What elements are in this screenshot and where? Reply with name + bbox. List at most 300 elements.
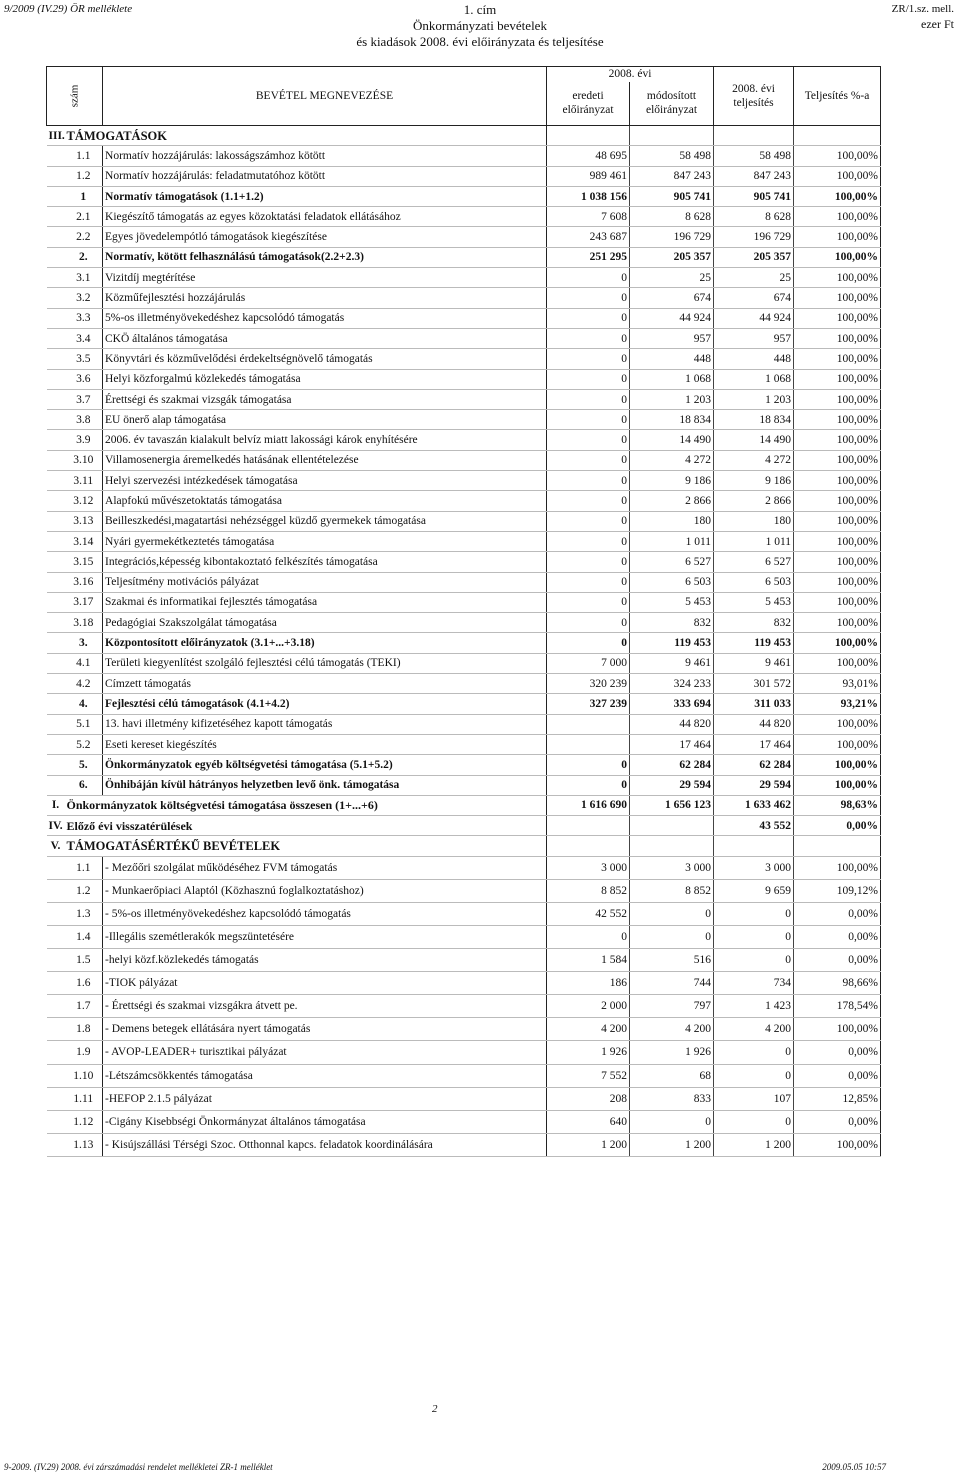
- table-row: [47, 369, 881, 389]
- table-row: [47, 1041, 881, 1064]
- row-name: -helyi közf.közlekedés támogatás: [103, 949, 547, 972]
- value-cell-1: 8 852: [547, 879, 630, 902]
- table-header-row: [47, 67, 881, 82]
- col-head-mod-line-1: módosított: [646, 90, 697, 103]
- value-cell-3: 0: [714, 1064, 794, 1087]
- value-cell-2: 1 200: [630, 1133, 714, 1156]
- col-head-year: 2008. évi: [547, 67, 714, 82]
- value-cell-4: 98,66%: [794, 972, 881, 995]
- row-name: -TIOK pályázat: [103, 972, 547, 995]
- row-name: CKÖ általános támogatása: [103, 328, 547, 348]
- value-cell-3: 1 200: [714, 1133, 794, 1156]
- value-cell-4: 100,00%: [794, 491, 881, 511]
- value-cell-1: 0: [547, 572, 630, 592]
- value-cell-2: 4 272: [630, 450, 714, 470]
- row-number: 1.5: [65, 949, 103, 972]
- section-number: [47, 308, 65, 328]
- table-row: [47, 694, 881, 714]
- value-cell-1: [547, 734, 630, 754]
- row-number: 4.2: [65, 674, 103, 694]
- section-number: [47, 902, 65, 925]
- table-row: [47, 1110, 881, 1133]
- value-cell-4: 0,00%: [794, 1110, 881, 1133]
- value-cell-2: 9 186: [630, 471, 714, 491]
- table-row: [47, 856, 881, 879]
- value-cell-2: 17 464: [630, 734, 714, 754]
- value-cell-2: 674: [630, 288, 714, 308]
- footer-left: 9-2009. (IV.29) 2008. évi zárszámadási rendelet mellékletei ZR-1 melléklet: [4, 1462, 273, 1472]
- value-cell-3: 2 866: [714, 491, 794, 511]
- row-number: 3.16: [65, 572, 103, 592]
- value-cell-2: 324 233: [630, 674, 714, 694]
- header-unit: ezer Ft: [921, 17, 954, 31]
- table-row: [47, 552, 881, 572]
- value-cell-4: 0,00%: [794, 949, 881, 972]
- value-cell-1: 4 200: [547, 1018, 630, 1041]
- value-cell-1: 1 584: [547, 949, 630, 972]
- value-cell-1: 0: [547, 491, 630, 511]
- row-number: 1.3: [65, 902, 103, 925]
- value-cell-1: 0: [547, 369, 630, 389]
- value-cell-3: 196 729: [714, 227, 794, 247]
- table-row: [47, 674, 881, 694]
- row-number: 1.2: [65, 879, 103, 902]
- value-cell-2: 797: [630, 995, 714, 1018]
- section-number: [47, 511, 65, 531]
- value-cell-1: 0: [547, 925, 630, 948]
- row-name: - AVOP-LEADER+ turisztikai pályázat: [103, 1041, 547, 1064]
- row-number: 3.15: [65, 552, 103, 572]
- value-cell-3: 4 272: [714, 450, 794, 470]
- value-cell-1: 1 200: [547, 1133, 630, 1156]
- row-number: 3.12: [65, 491, 103, 511]
- section-number: [47, 734, 65, 754]
- table-row: [47, 247, 881, 267]
- row-name: Vizitdíj megtérítése: [103, 268, 547, 288]
- value-cell-3: 5 453: [714, 592, 794, 612]
- row-name: Előző évi visszatérülések: [65, 816, 547, 836]
- row-name: Kiegészítő támogatás az egyes közoktatási feladatok ellátásához: [103, 207, 547, 227]
- section-number: [47, 430, 65, 450]
- value-cell-1: 2 000: [547, 995, 630, 1018]
- value-cell-3: 3 000: [714, 856, 794, 879]
- row-name: Villamosenergia áremelkedés hatásának ellentételezése: [103, 450, 547, 470]
- row-number: 1.6: [65, 972, 103, 995]
- value-cell-2: 58 498: [630, 146, 714, 166]
- row-number: 3.3: [65, 308, 103, 328]
- row-number: 3.18: [65, 613, 103, 633]
- row-name: -Illegális szemétlerakók megszüntetésére: [103, 925, 547, 948]
- footer-timestamp: 2009.05.05 10:57: [822, 1462, 886, 1472]
- value-cell-4: 100,00%: [794, 755, 881, 775]
- value-cell-4: 100,00%: [794, 166, 881, 186]
- section-number: [47, 1041, 65, 1064]
- value-cell-2: [630, 816, 714, 836]
- value-cell-4: 100,00%: [794, 511, 881, 531]
- value-cell-1: 640: [547, 1110, 630, 1133]
- table-row: [47, 166, 881, 186]
- section-number: [47, 369, 65, 389]
- table-row: [47, 902, 881, 925]
- value-cell-3: 8 628: [714, 207, 794, 227]
- value-cell-3: 9 461: [714, 653, 794, 673]
- value-cell-2: 744: [630, 972, 714, 995]
- value-cell-4: 100,00%: [794, 288, 881, 308]
- value-cell-2: 14 490: [630, 430, 714, 450]
- row-number: 3.9: [65, 430, 103, 450]
- value-cell-2: 3 000: [630, 856, 714, 879]
- value-cell-4: 100,00%: [794, 552, 881, 572]
- row-name: Normatív hozzájárulás: lakosságszámhoz kötött: [103, 146, 547, 166]
- value-cell-3: 205 357: [714, 247, 794, 267]
- value-cell-2: 68: [630, 1064, 714, 1087]
- value-cell-3: [714, 836, 794, 856]
- row-name: Központosított előirányzatok (3.1+...+3.18): [103, 633, 547, 653]
- table-row: [47, 410, 881, 430]
- value-cell-3: 14 490: [714, 430, 794, 450]
- value-cell-4: 100,00%: [794, 268, 881, 288]
- table-row: [47, 126, 881, 146]
- table-row: [47, 949, 881, 972]
- value-cell-4: 93,21%: [794, 694, 881, 714]
- section-number: [47, 694, 65, 714]
- value-cell-3: [714, 126, 794, 146]
- table-row: [47, 511, 881, 531]
- table-row: [47, 288, 881, 308]
- value-cell-4: 100,00%: [794, 186, 881, 206]
- section-number: [47, 1087, 65, 1110]
- row-number: 1.13: [65, 1133, 103, 1156]
- value-cell-4: 0,00%: [794, 816, 881, 836]
- value-cell-3: 301 572: [714, 674, 794, 694]
- value-cell-3: 6 503: [714, 572, 794, 592]
- value-cell-1: 208: [547, 1087, 630, 1110]
- value-cell-4: 0,00%: [794, 902, 881, 925]
- table-row: [47, 714, 881, 734]
- value-cell-2: 0: [630, 902, 714, 925]
- section-number: [47, 1110, 65, 1133]
- section-number: [47, 856, 65, 879]
- value-cell-4: 0,00%: [794, 1064, 881, 1087]
- row-number: 1.8: [65, 1018, 103, 1041]
- section-number: [47, 1064, 65, 1087]
- row-number: 3.11: [65, 471, 103, 491]
- table-row: [47, 268, 881, 288]
- title-line-3: és kiadások 2008. évi előirányzata és teljesítése: [356, 34, 604, 49]
- value-cell-2: 8 628: [630, 207, 714, 227]
- value-cell-2: 6 527: [630, 552, 714, 572]
- value-cell-3: 107: [714, 1087, 794, 1110]
- col-head-orig: [547, 82, 630, 126]
- value-cell-3: 9 186: [714, 471, 794, 491]
- value-cell-4: 100,00%: [794, 1018, 881, 1041]
- col-head-actual: [714, 67, 794, 126]
- value-cell-2: 1 011: [630, 531, 714, 551]
- value-cell-4: 100,00%: [794, 572, 881, 592]
- table-row: [47, 879, 881, 902]
- value-cell-2: 833: [630, 1087, 714, 1110]
- value-cell-3: 905 741: [714, 186, 794, 206]
- table-row: [47, 328, 881, 348]
- value-cell-3: 847 243: [714, 166, 794, 186]
- value-cell-4: 100,00%: [794, 531, 881, 551]
- table-row: [47, 146, 881, 166]
- value-cell-3: 44 924: [714, 308, 794, 328]
- value-cell-1: 42 552: [547, 902, 630, 925]
- section-number: [47, 288, 65, 308]
- col-head-mod: [630, 82, 714, 126]
- table-row: [47, 1018, 881, 1041]
- table-row: [47, 972, 881, 995]
- value-cell-1: 251 295: [547, 247, 630, 267]
- row-name: 5%-os illetményövekedéshez kapcsolódó támogatás: [103, 308, 547, 328]
- value-cell-2: 9 461: [630, 653, 714, 673]
- value-cell-4: 100,00%: [794, 714, 881, 734]
- section-number: [47, 633, 65, 653]
- section-number: [47, 471, 65, 491]
- value-cell-1: 0: [547, 531, 630, 551]
- value-cell-2: 333 694: [630, 694, 714, 714]
- value-cell-4: 100,00%: [794, 308, 881, 328]
- value-cell-4: 109,12%: [794, 879, 881, 902]
- section-number: [47, 450, 65, 470]
- table-row: [47, 1064, 881, 1087]
- col-head-actual-line-2: teljesítés: [733, 97, 774, 109]
- row-name: - Munkaerőpiaci Alaptól (Közhasznú foglalkoztatáshoz): [103, 879, 547, 902]
- col-head-orig-line-2: előirányzat: [562, 104, 614, 117]
- value-cell-1: 0: [547, 288, 630, 308]
- value-cell-1: 0: [547, 471, 630, 491]
- col-head-mod-line-2: előirányzat: [645, 104, 698, 117]
- revenue-table: [46, 66, 881, 1157]
- col-head-pct: Teljesítés %-a: [794, 67, 881, 126]
- row-number: 3.4: [65, 328, 103, 348]
- value-cell-1: 48 695: [547, 146, 630, 166]
- value-cell-1: [547, 816, 630, 836]
- row-number: 3.1: [65, 268, 103, 288]
- row-name: -Létszámcsökkentés támogatása: [103, 1064, 547, 1087]
- table-row: [47, 471, 881, 491]
- row-name: Szakmai és informatikai fejlesztés támogatása: [103, 592, 547, 612]
- value-cell-2: 847 243: [630, 166, 714, 186]
- value-cell-1: 0: [547, 592, 630, 612]
- row-name: Érettségi és szakmai vizsgák támogatása: [103, 389, 547, 409]
- table-row: [47, 491, 881, 511]
- value-cell-1: 0: [547, 450, 630, 470]
- value-cell-4: 100,00%: [794, 247, 881, 267]
- value-cell-3: 1 203: [714, 389, 794, 409]
- value-cell-1: [547, 836, 630, 856]
- row-number: 5.1: [65, 714, 103, 734]
- value-cell-4: 100,00%: [794, 613, 881, 633]
- row-number: 3.: [65, 633, 103, 653]
- row-name: Könyvtári és közművelődési érdekeltségnövelő támogatás: [103, 349, 547, 369]
- section-number: [47, 572, 65, 592]
- col-head-orig-line-1: eredeti: [572, 90, 604, 103]
- value-cell-1: 0: [547, 268, 630, 288]
- value-cell-1: 0: [547, 389, 630, 409]
- row-number: 6.: [65, 775, 103, 795]
- value-cell-4: 100,00%: [794, 430, 881, 450]
- table-row: [47, 734, 881, 754]
- value-cell-4: 100,00%: [794, 410, 881, 430]
- table-row: [47, 1087, 881, 1110]
- value-cell-3: 43 552: [714, 816, 794, 836]
- section-number: V.: [47, 836, 65, 856]
- title-line-1: 1. cím: [463, 2, 497, 17]
- page-number: 2: [432, 1403, 438, 1415]
- section-number: [47, 972, 65, 995]
- value-cell-2: 0: [630, 925, 714, 948]
- table-row: [47, 925, 881, 948]
- section-number: [47, 268, 65, 288]
- section-number: [47, 674, 65, 694]
- section-number: [47, 227, 65, 247]
- table-row: [47, 836, 881, 856]
- table-row: [47, 186, 881, 206]
- section-number: [47, 491, 65, 511]
- table-row: [47, 531, 881, 551]
- row-number: 1.12: [65, 1110, 103, 1133]
- value-cell-3: 674: [714, 288, 794, 308]
- table-row: [47, 775, 881, 795]
- section-number: [47, 328, 65, 348]
- value-cell-1: 7 608: [547, 207, 630, 227]
- section-number: [47, 879, 65, 902]
- header-right-note: ZR/1.sz. mell.: [891, 3, 954, 15]
- row-number: 3.6: [65, 369, 103, 389]
- row-number: 1.2: [65, 166, 103, 186]
- row-number: 4.: [65, 694, 103, 714]
- row-number: 5.2: [65, 734, 103, 754]
- row-name: Normatív hozzájárulás: feladatmutatóhoz kötött: [103, 166, 547, 186]
- row-name: Önkormányzatok egyéb költségvetési támogatása (5.1+5.2): [103, 755, 547, 775]
- value-cell-4: 100,00%: [794, 328, 881, 348]
- row-number: 1.10: [65, 1064, 103, 1087]
- value-cell-2: [630, 836, 714, 856]
- value-cell-1: 989 461: [547, 166, 630, 186]
- table-row: [47, 795, 881, 815]
- section-number: [47, 552, 65, 572]
- value-cell-1: 0: [547, 308, 630, 328]
- row-number: 3.17: [65, 592, 103, 612]
- value-cell-3: 1 011: [714, 531, 794, 551]
- value-cell-2: 1 656 123: [630, 795, 714, 815]
- row-number: 1.1: [65, 146, 103, 166]
- table-row: [47, 227, 881, 247]
- value-cell-3: 9 659: [714, 879, 794, 902]
- row-name: - Demens betegek ellátására nyert támogatás: [103, 1018, 547, 1041]
- value-cell-1: 0: [547, 410, 630, 430]
- value-cell-4: [794, 126, 881, 146]
- title-line-2: Önkormányzati bevételek: [413, 18, 547, 33]
- value-cell-1: [547, 126, 630, 146]
- row-number: 3.7: [65, 389, 103, 409]
- value-cell-2: 196 729: [630, 227, 714, 247]
- row-name: Területi kiegyenlítést szolgáló fejlesztési célú támogatás (TEKI): [103, 653, 547, 673]
- section-number: [47, 949, 65, 972]
- row-number: 3.14: [65, 531, 103, 551]
- table-row: [47, 613, 881, 633]
- value-cell-4: 100,00%: [794, 389, 881, 409]
- value-cell-3: 17 464: [714, 734, 794, 754]
- row-number: 1.9: [65, 1041, 103, 1064]
- value-cell-2: 448: [630, 349, 714, 369]
- section-number: [47, 186, 65, 206]
- row-name: Normatív támogatások (1.1+1.2): [103, 186, 547, 206]
- value-cell-1: 7 000: [547, 653, 630, 673]
- row-number: 1.7: [65, 995, 103, 1018]
- row-name: -Cigány Kisebbségi Önkormányzat általános támogatása: [103, 1110, 547, 1133]
- table-row: [47, 450, 881, 470]
- value-cell-3: 0: [714, 902, 794, 925]
- row-number: 4.1: [65, 653, 103, 673]
- section-number: [47, 531, 65, 551]
- value-cell-3: 957: [714, 328, 794, 348]
- row-name: Pedagógiai Szakszolgálat támogatása: [103, 613, 547, 633]
- section-number: III.: [47, 126, 65, 146]
- section-number: [47, 613, 65, 633]
- value-cell-1: 0: [547, 430, 630, 450]
- value-cell-1: 0: [547, 633, 630, 653]
- table-row: [47, 349, 881, 369]
- value-cell-2: 44 820: [630, 714, 714, 734]
- value-cell-3: 734: [714, 972, 794, 995]
- value-cell-4: 100,00%: [794, 227, 881, 247]
- table-row: [47, 572, 881, 592]
- value-cell-3: 0: [714, 925, 794, 948]
- col-head-szam: [47, 67, 103, 126]
- table-row: [47, 308, 881, 328]
- row-name: Közműfejlesztési hozzájárulás: [103, 288, 547, 308]
- value-cell-2: 1 926: [630, 1041, 714, 1064]
- value-cell-3: 25: [714, 268, 794, 288]
- value-cell-2: 25: [630, 268, 714, 288]
- value-cell-4: 100,00%: [794, 471, 881, 491]
- section-number: [47, 995, 65, 1018]
- value-cell-3: 29 594: [714, 775, 794, 795]
- value-cell-3: 1 633 462: [714, 795, 794, 815]
- value-cell-3: 62 284: [714, 755, 794, 775]
- row-name: Egyes jövedelempótló támogatások kiegészítése: [103, 227, 547, 247]
- row-name: Önhibáján kívül hátrányos helyzetben levő önk. támogatása: [103, 775, 547, 795]
- value-cell-4: 100,00%: [794, 734, 881, 754]
- value-cell-2: 1 203: [630, 389, 714, 409]
- table-row: [47, 430, 881, 450]
- row-name: 13. havi illetmény kifizetéséhez kapott támogatás: [103, 714, 547, 734]
- table-row: [47, 207, 881, 227]
- section-number: I.: [47, 795, 65, 815]
- section-number: [47, 714, 65, 734]
- row-name: Helyi szervezési intézkedések támogatása: [103, 471, 547, 491]
- section-number: [47, 925, 65, 948]
- table-row: [47, 995, 881, 1018]
- row-number: 1.1: [65, 856, 103, 879]
- value-cell-1: 1 038 156: [547, 186, 630, 206]
- value-cell-4: 178,54%: [794, 995, 881, 1018]
- table-row: [47, 389, 881, 409]
- value-cell-3: 4 200: [714, 1018, 794, 1041]
- value-cell-4: 100,00%: [794, 653, 881, 673]
- value-cell-4: 100,00%: [794, 856, 881, 879]
- value-cell-2: 957: [630, 328, 714, 348]
- section-title: TÁMOGATÁSÉRTÉKŰ BEVÉTELEK: [65, 836, 547, 856]
- value-cell-4: 100,00%: [794, 450, 881, 470]
- value-cell-4: 93,01%: [794, 674, 881, 694]
- value-cell-1: 1 926: [547, 1041, 630, 1064]
- section-number: [47, 207, 65, 227]
- value-cell-1: 7 552: [547, 1064, 630, 1087]
